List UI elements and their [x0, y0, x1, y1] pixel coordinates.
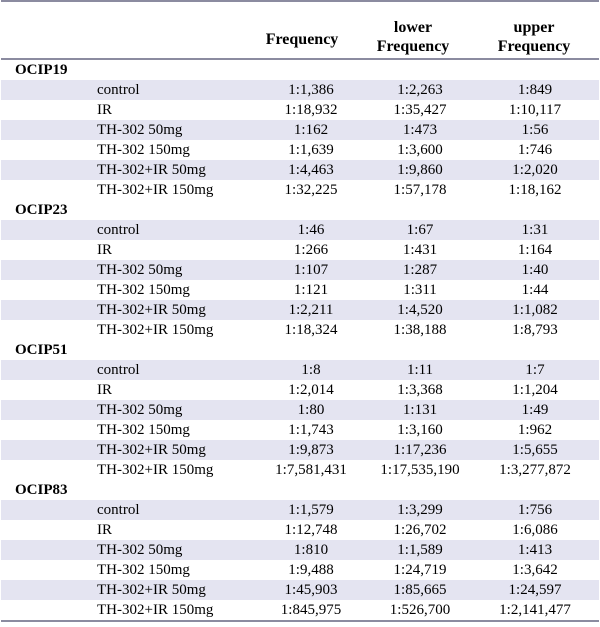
cell-lower-frequency: 1:11: [406, 362, 434, 378]
cell-lower-frequency: 1:1,589: [397, 542, 443, 558]
cell-frequency: 1:4,463: [288, 162, 334, 178]
cell-lower-frequency: 1:473: [402, 122, 438, 138]
row-label: IR: [97, 522, 112, 538]
cell-upper-frequency: 1:2,141,477: [499, 602, 571, 618]
header-frequency-text: Frequency: [265, 31, 339, 48]
cell-lower-frequency: 1:17,535,190: [380, 462, 460, 478]
cell-lower-frequency: 1:38,188: [393, 322, 447, 338]
cell-frequency: 1:18,932: [284, 102, 338, 118]
cell-upper-frequency: 1:18,162: [508, 182, 562, 198]
cell-frequency: 1:32,225: [284, 182, 338, 198]
cell-upper-frequency: 1:1,082: [512, 302, 558, 318]
cell-lower-frequency: 1:35,427: [393, 102, 447, 118]
header-lower-line1: lower: [393, 19, 433, 36]
table-row: [1, 100, 599, 120]
cell-upper-frequency: 1:56: [521, 122, 549, 138]
row-label: TH-302+IR 50mg: [97, 442, 206, 458]
cell-upper-frequency: 1:44: [521, 282, 549, 298]
group-row-ocip23: [1, 200, 599, 220]
cell-frequency: 1:1,639: [288, 142, 334, 158]
cell-lower-frequency: 1:85,665: [393, 582, 447, 598]
cell-frequency: 1:2,014: [288, 382, 334, 398]
table-row: [1, 560, 599, 580]
table-row: [1, 460, 599, 480]
cell-upper-frequency: 1:8,793: [512, 322, 558, 338]
table-row: [1, 440, 599, 460]
row-label: control: [97, 362, 140, 378]
cell-upper-frequency: 1:756: [517, 502, 553, 518]
group-label: OCIP23: [15, 202, 68, 218]
table-row: [1, 280, 599, 300]
table-row: [1, 160, 599, 180]
cell-lower-frequency: 1:431: [402, 242, 438, 258]
cell-upper-frequency: 1:31: [521, 222, 549, 238]
row-label: IR: [97, 102, 112, 118]
cell-upper-frequency: 1:849: [517, 82, 553, 98]
header-lower-line2: Frequency: [376, 38, 450, 55]
cell-lower-frequency: 1:57,178: [393, 182, 447, 198]
table-row: [1, 500, 599, 520]
table-row: [1, 300, 599, 320]
cell-frequency: 1:45,903: [284, 582, 338, 598]
row-label: TH-302 50mg: [97, 402, 183, 418]
cell-upper-frequency: 1:5,655: [512, 442, 558, 458]
group-label: OCIP83: [15, 482, 68, 498]
cell-frequency: 1:7,581,431: [275, 462, 347, 478]
group-label: OCIP19: [15, 62, 68, 78]
cell-lower-frequency: 1:311: [403, 282, 437, 298]
table-row: [1, 380, 599, 400]
group-row-ocip83: [1, 480, 599, 500]
table-top-rule: [1, 0, 599, 2]
header-upper-line2: Frequency: [497, 38, 571, 55]
cell-upper-frequency: 1:40: [521, 262, 549, 278]
cell-frequency: 1:1,579: [288, 502, 334, 518]
cell-frequency: 1:46: [297, 222, 325, 238]
cell-lower-frequency: 1:67: [406, 222, 434, 238]
cell-frequency: 1:8: [301, 362, 321, 378]
table-bottom-rule: [1, 620, 599, 622]
cell-upper-frequency: 1:2,020: [512, 162, 558, 178]
header-upper-line1: upper: [513, 19, 555, 36]
cell-upper-frequency: 1:1,204: [512, 382, 558, 398]
table-row: [1, 220, 599, 240]
cell-frequency: 1:9,873: [288, 442, 334, 458]
cell-upper-frequency: 1:962: [517, 422, 553, 438]
row-label: control: [97, 82, 140, 98]
cell-frequency: 1:18,324: [284, 322, 338, 338]
header-upper-frequency: [473, 18, 595, 56]
cell-frequency: 1:1,743: [288, 422, 334, 438]
cell-lower-frequency: 1:17,236: [393, 442, 447, 458]
table-row: [1, 240, 599, 260]
cell-upper-frequency: 1:49: [521, 402, 549, 418]
table-row: [1, 180, 599, 200]
row-label: TH-302 50mg: [97, 122, 183, 138]
cell-frequency: 1:80: [297, 402, 325, 418]
table-row: [1, 520, 599, 540]
cell-upper-frequency: 1:6,086: [512, 522, 558, 538]
row-label: TH-302 150mg: [97, 562, 190, 578]
group-row-ocip51: [1, 340, 599, 360]
cell-lower-frequency: 1:2,263: [397, 82, 443, 98]
table-row: [1, 400, 599, 420]
row-label: TH-302 150mg: [97, 142, 190, 158]
cell-lower-frequency: 1:9,860: [397, 162, 443, 178]
header-frequency: [251, 30, 353, 49]
row-label: TH-302 150mg: [97, 422, 190, 438]
group-row-ocip19: [1, 60, 599, 80]
cell-upper-frequency: 1:413: [517, 542, 553, 558]
header-lower-frequency: [357, 18, 469, 56]
cell-lower-frequency: 1:4,520: [397, 302, 443, 318]
table-row: [1, 80, 599, 100]
table-row: [1, 120, 599, 140]
cell-lower-frequency: 1:287: [402, 262, 438, 278]
cell-frequency: 1:162: [293, 122, 329, 138]
cell-upper-frequency: 1:3,277,872: [499, 462, 571, 478]
group-label: OCIP51: [15, 342, 68, 358]
table-row: [1, 320, 599, 340]
cell-frequency: 1:1,386: [288, 82, 334, 98]
cell-lower-frequency: 1:526,700: [389, 602, 451, 618]
cell-upper-frequency: 1:7: [525, 362, 545, 378]
cell-frequency: 1:845,975: [280, 602, 342, 618]
row-label: TH-302 50mg: [97, 542, 183, 558]
cell-lower-frequency: 1:3,160: [397, 422, 443, 438]
cell-lower-frequency: 1:3,600: [397, 142, 443, 158]
table-row: [1, 420, 599, 440]
table-body: [0, 60, 600, 620]
cell-frequency: 1:9,488: [288, 562, 334, 578]
cell-upper-frequency: 1:24,597: [508, 582, 562, 598]
table-row: [1, 360, 599, 380]
table-row: [1, 580, 599, 600]
cell-frequency: 1:2,211: [288, 302, 334, 318]
row-label: TH-302+IR 50mg: [97, 302, 206, 318]
cell-upper-frequency: 1:164: [517, 242, 553, 258]
row-label: TH-302+IR 150mg: [97, 602, 214, 618]
cell-lower-frequency: 1:3,299: [397, 502, 443, 518]
table-row: [1, 140, 599, 160]
table-row: [1, 600, 599, 620]
cell-upper-frequency: 1:746: [517, 142, 553, 158]
row-label: TH-302 50mg: [97, 262, 183, 278]
cell-lower-frequency: 1:26,702: [393, 522, 447, 538]
row-label: IR: [97, 242, 112, 258]
table-row: [1, 260, 599, 280]
cell-upper-frequency: 1:10,117: [508, 102, 562, 118]
row-label: control: [97, 222, 140, 238]
row-label: IR: [97, 382, 112, 398]
row-label: TH-302+IR 50mg: [97, 582, 206, 598]
cell-frequency: 1:121: [293, 282, 329, 298]
cell-lower-frequency: 1:131: [402, 402, 438, 418]
cell-lower-frequency: 1:24,719: [393, 562, 447, 578]
table-row: [1, 540, 599, 560]
row-label: TH-302+IR 150mg: [97, 322, 214, 338]
cell-frequency: 1:810: [293, 542, 329, 558]
cell-lower-frequency: 1:3,368: [397, 382, 443, 398]
row-label: TH-302+IR 50mg: [97, 162, 206, 178]
cell-frequency: 1:107: [293, 262, 329, 278]
row-label: TH-302+IR 150mg: [97, 182, 214, 198]
row-label: control: [97, 502, 140, 518]
table-header-row: [1, 18, 599, 60]
row-label: TH-302+IR 150mg: [97, 462, 214, 478]
cell-upper-frequency: 1:3,642: [512, 562, 558, 578]
cell-frequency: 1:12,748: [284, 522, 338, 538]
row-label: TH-302 150mg: [97, 282, 190, 298]
cell-frequency: 1:266: [293, 242, 329, 258]
